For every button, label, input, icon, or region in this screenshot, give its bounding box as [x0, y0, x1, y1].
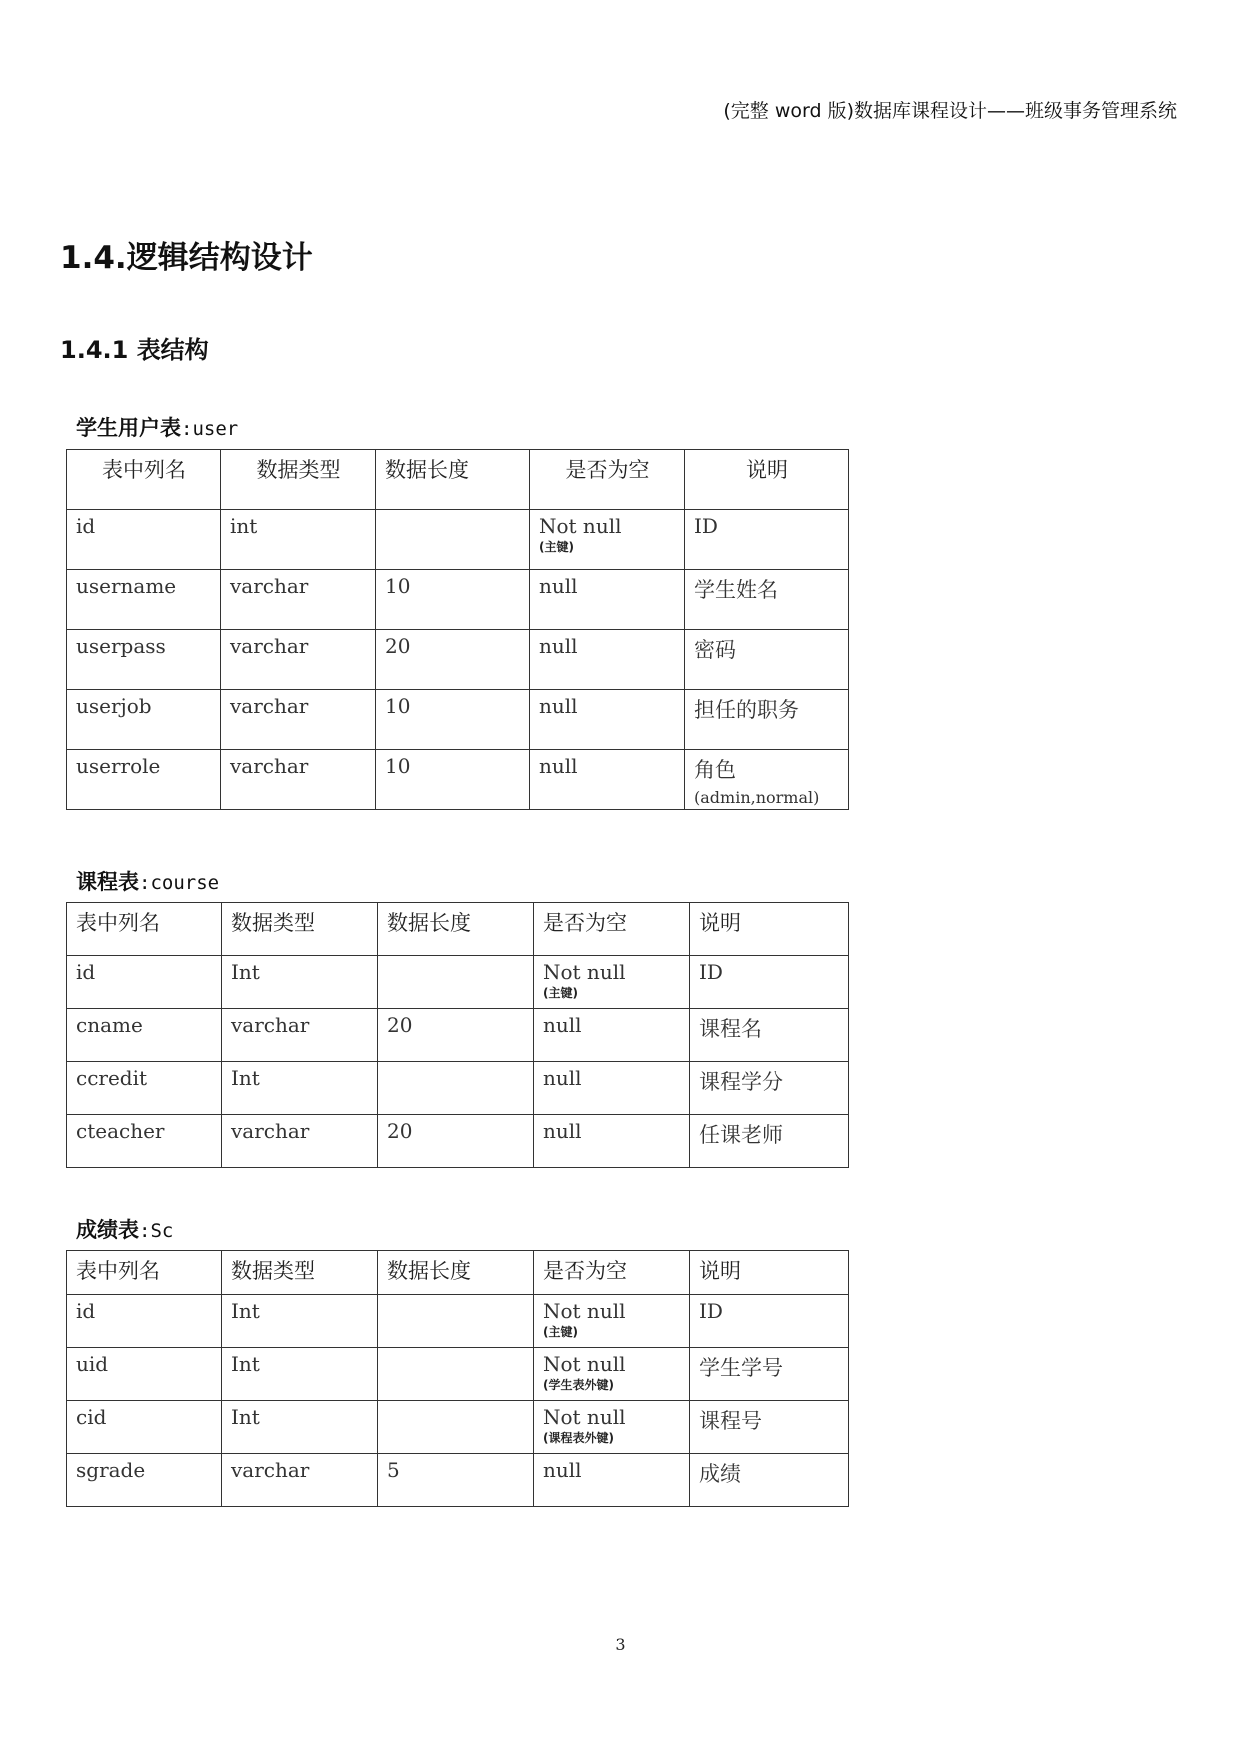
caption-zh: 成绩表 [76, 1218, 139, 1242]
null-note: (课程表外键) [543, 1431, 614, 1445]
cell-null: null [530, 690, 685, 750]
table-row [67, 570, 849, 630]
cell-desc: 课程名 [690, 1009, 849, 1062]
cell-length: 10 [376, 750, 530, 810]
table-sc [66, 1250, 849, 1507]
table-row [67, 1454, 849, 1507]
header-cell: 数据长度 [378, 1251, 534, 1295]
header-cell: 说明 [690, 1251, 849, 1295]
header-cell: 是否为空 [534, 903, 690, 956]
cell-length: 5 [378, 1454, 534, 1507]
cell-null: null [534, 1454, 690, 1507]
table-caption-sc [76, 1214, 173, 1244]
desc-note: (admin,normal) [694, 788, 820, 807]
null-value: Not null [543, 1352, 626, 1376]
header-cell: 数据长度 [378, 903, 534, 956]
cell-length [378, 1062, 534, 1115]
table-course [66, 902, 849, 1168]
cell-name: id [67, 956, 222, 1009]
cell-length [378, 956, 534, 1009]
cell-desc [685, 750, 849, 810]
cell-name: userrole [67, 750, 221, 810]
header-cell: 是否为空 [534, 1251, 690, 1295]
cell-null: null [530, 630, 685, 690]
page-header: (完整 word 版)数据库课程设计——班级事务管理系统 [723, 100, 1177, 122]
null-note: (主键) [539, 540, 574, 554]
cell-null: null [530, 570, 685, 630]
table-caption-course [76, 866, 219, 896]
section-title: 1.4.逻辑结构设计 [60, 240, 313, 276]
cell-type: Int [222, 1348, 378, 1401]
table-caption-user [76, 412, 238, 442]
cell-name: username [67, 570, 221, 630]
cell-desc: 密码 [685, 630, 849, 690]
header-cell: 是否为空 [530, 450, 685, 510]
table-header-row [67, 450, 849, 510]
header-cell: 数据类型 [221, 450, 376, 510]
cell-desc: 课程学分 [690, 1062, 849, 1115]
cell-type: varchar [222, 1454, 378, 1507]
header-cell: 数据类型 [222, 903, 378, 956]
cell-desc: 学生姓名 [685, 570, 849, 630]
cell-desc: 课程号 [690, 1401, 849, 1454]
cell-name: sgrade [67, 1454, 222, 1507]
table-row [67, 956, 849, 1009]
table-row [67, 510, 849, 570]
cell-type: Int [222, 1295, 378, 1348]
table-row [67, 1348, 849, 1401]
cell-type: Int [222, 1062, 378, 1115]
table-row [67, 1401, 849, 1454]
cell-desc: ID [690, 956, 849, 1009]
cell-desc: ID [690, 1295, 849, 1348]
cell-desc: 任课老师 [690, 1115, 849, 1168]
header-cell: 数据类型 [222, 1251, 378, 1295]
null-value: Not null [543, 1405, 626, 1429]
cell-name: id [67, 510, 221, 570]
cell-length: 10 [376, 570, 530, 630]
cell-name: cid [67, 1401, 222, 1454]
caption-en: :Sc [139, 1220, 174, 1242]
caption-en: :user [181, 418, 239, 440]
null-value: Not null [543, 1299, 626, 1323]
cell-name: cteacher [67, 1115, 222, 1168]
table-row [67, 630, 849, 690]
cell-length: 20 [378, 1009, 534, 1062]
desc-value: 角色 [694, 758, 736, 782]
cell-desc: 成绩 [690, 1454, 849, 1507]
cell-type: varchar [221, 570, 376, 630]
cell-null [534, 1295, 690, 1348]
table-header-row [67, 903, 849, 956]
null-value: Not null [539, 514, 622, 538]
header-cell: 数据长度 [376, 450, 530, 510]
table-row [67, 1115, 849, 1168]
cell-length: 20 [378, 1115, 534, 1168]
caption-en: :course [139, 872, 220, 894]
page-number: 3 [615, 1635, 626, 1654]
cell-desc: ID [685, 510, 849, 570]
cell-name: userpass [67, 630, 221, 690]
cell-length [376, 510, 530, 570]
header-cell: 说明 [685, 450, 849, 510]
cell-length: 20 [376, 630, 530, 690]
table-row [67, 690, 849, 750]
cell-type: int [221, 510, 376, 570]
cell-type: varchar [221, 630, 376, 690]
cell-name: userjob [67, 690, 221, 750]
header-cell: 表中列名 [67, 1251, 222, 1295]
caption-zh: 学生用户表 [76, 416, 181, 440]
cell-length [378, 1295, 534, 1348]
cell-name: cname [67, 1009, 222, 1062]
header-cell: 表中列名 [67, 903, 222, 956]
cell-desc: 担任的职务 [685, 690, 849, 750]
cell-type: Int [222, 956, 378, 1009]
table-header-row [67, 1251, 849, 1295]
table-row [67, 1295, 849, 1348]
subsection-title: 1.4.1 表结构 [60, 336, 209, 364]
null-note: (主键) [543, 986, 578, 1000]
cell-null: null [534, 1009, 690, 1062]
cell-name: id [67, 1295, 222, 1348]
table-row [67, 1062, 849, 1115]
cell-name: uid [67, 1348, 222, 1401]
table-row [67, 750, 849, 810]
cell-type: varchar [222, 1115, 378, 1168]
cell-length: 10 [376, 690, 530, 750]
cell-null [530, 510, 685, 570]
cell-type: varchar [221, 750, 376, 810]
header-cell: 说明 [690, 903, 849, 956]
cell-desc: 学生学号 [690, 1348, 849, 1401]
cell-length [378, 1348, 534, 1401]
caption-zh: 课程表 [76, 870, 139, 894]
table-user [66, 449, 849, 810]
header-cell: 表中列名 [67, 450, 221, 510]
cell-null [534, 1401, 690, 1454]
cell-type: varchar [222, 1009, 378, 1062]
cell-type: Int [222, 1401, 378, 1454]
null-note: (主键) [543, 1325, 578, 1339]
cell-null: null [530, 750, 685, 810]
cell-length [378, 1401, 534, 1454]
cell-null: null [534, 1062, 690, 1115]
null-value: Not null [543, 960, 626, 984]
null-note: (学生表外键) [543, 1378, 614, 1392]
cell-null [534, 1348, 690, 1401]
table-row [67, 1009, 849, 1062]
cell-type: varchar [221, 690, 376, 750]
cell-null [534, 956, 690, 1009]
cell-null: null [534, 1115, 690, 1168]
cell-name: ccredit [67, 1062, 222, 1115]
